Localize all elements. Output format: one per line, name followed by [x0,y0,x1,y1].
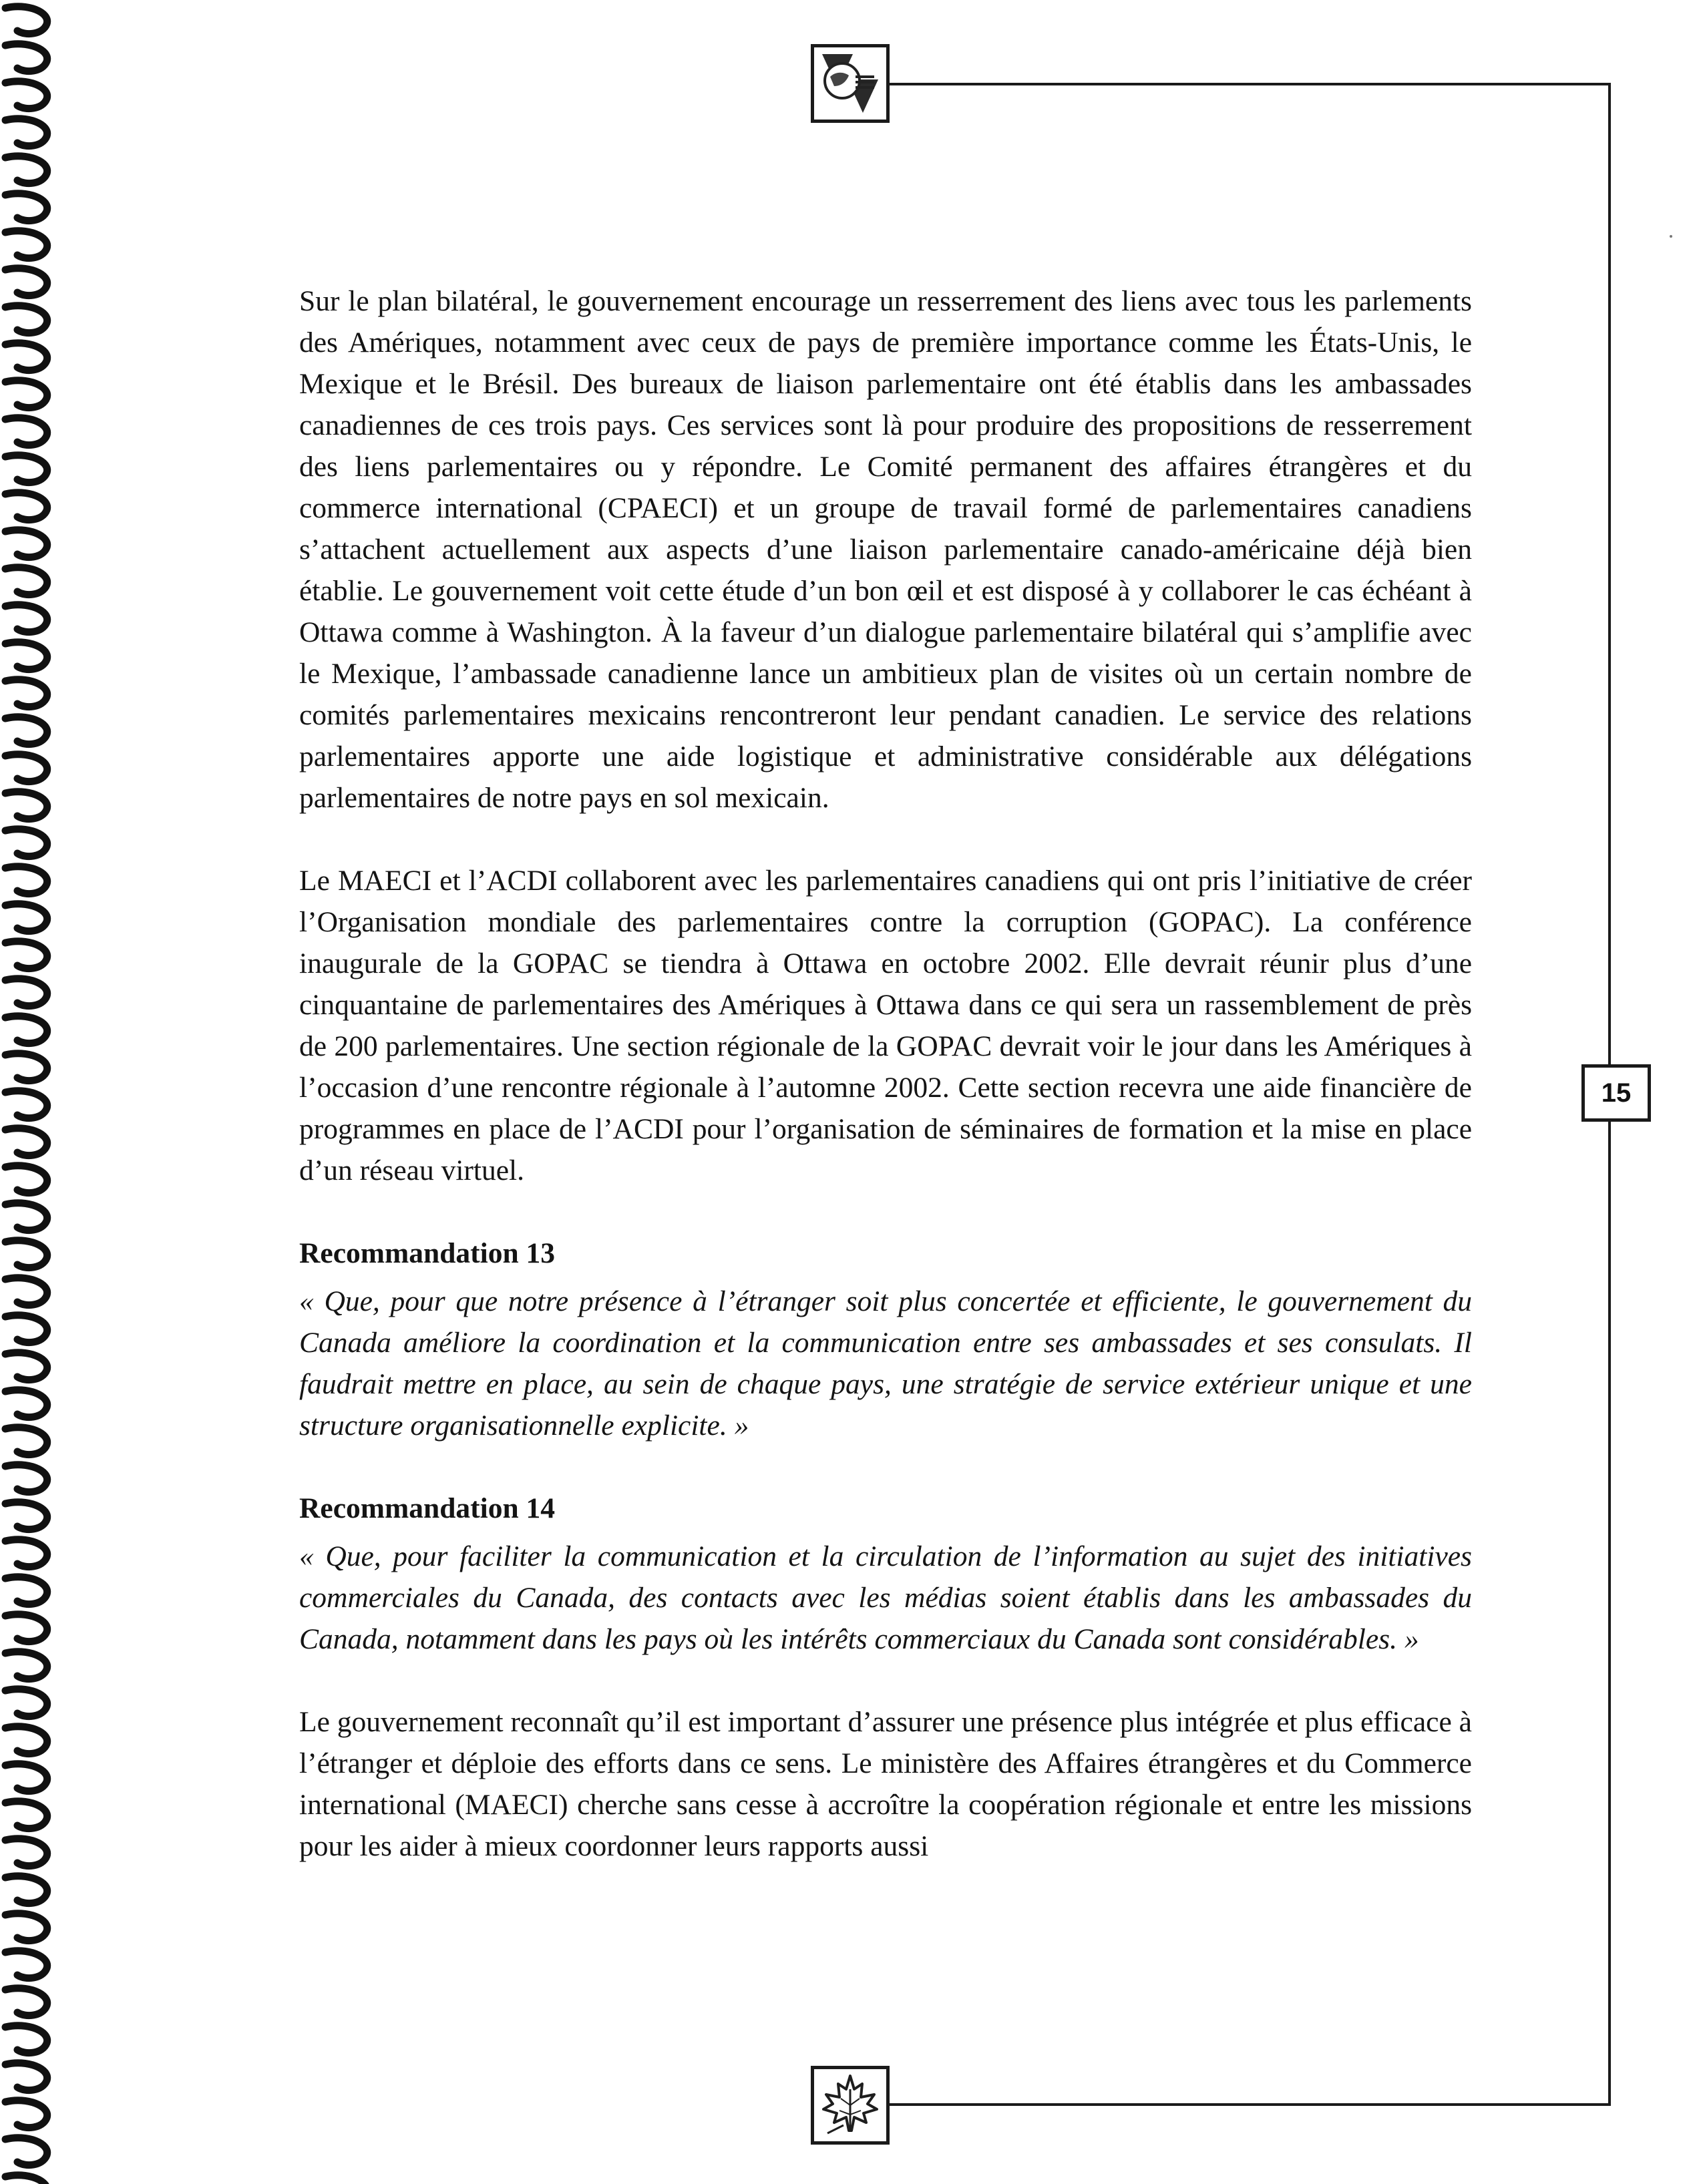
footer-logo-box [811,2066,890,2145]
binding-coil [5,1016,47,1044]
binding-coil [5,717,47,744]
binding-coil [5,1839,47,1866]
binding-coil [5,642,47,670]
binding-coil [5,119,47,146]
header-logo-box [811,44,890,123]
binding-coil [5,231,47,258]
binding-coil [5,1428,47,1455]
page-number-box [1581,1064,1651,1122]
binding-coil [5,418,47,445]
page-content [299,280,1472,1867]
binding-coil [5,1876,47,1904]
binding-coil [5,1577,47,1604]
body-paragraph-2: Le MAECI et l’ACDI collaborent avec les parlementaires canadiens qui ont pris l’initiative de créer l’Organisation mondiale des parlementaires contre la corruption (GOPAC). La conférence inaugurale de la GOPAC se tiendra à Ottawa en octobre 2002. Elle devrait réunir plus d’une cinquantaine de parlementaires des Amériques à Ottawa dans ce qui sera un rassemblement de près de 200 parlementaires. Une section régionale de la GOPAC devrait voir le jour dans les Amériques à l’occasion d’une rencontre régionale à l’automne 2002. Cette section recevra une aide financière de programmes en place de l’ACDI pour l’organisation de séminaires de formation et la mise en place d’un réseau virtuel. [299,865,1472,1186]
binding-coil [5,1353,47,1380]
binding-coil [5,1166,47,1193]
binding-coil [5,1390,47,1417]
binding-coil [5,829,47,857]
binding-coil [5,1764,47,1791]
frame-bottom-line [890,2103,1611,2106]
spiral-binding [0,0,60,2184]
maple-leaf-icon [814,2069,886,2141]
frame-top-line [890,83,1611,85]
binding-coil [5,1203,47,1231]
binding-coil [5,1315,47,1343]
binding-coil [5,1727,47,1754]
body-paragraph-1: Sur le plan bilatéral, le gouvernement encourage un resserrement des liens avec tous les parlements des Amériques, notamment avec ceux de pays de première importance comme les États-Unis, le Mexique et le Brésil. Des bureaux de liaison parlementaire ont été établis dans les ambassades canadiennes de ces trois pays. Ces services sont là pour produire des propositions de resserrement des liens parlementaires ou y répondre. Le Comité permanent des affaires étrangères et du commerce international (CPAECI) et un groupe de travail formé de parlementaires canadiens s’attachent actuellement aux aspects d’une liaison parlementaire canado-américaine déjà bien établie. Le gouvernement voit cette étude d’un bon œil et est disposé à y collaborer le cas échéant à Ottawa comme à Washington. À la faveur d’un dialogue parlementaire bilatéral qui s’amplifie avec le Mexique, l’ambassade canadienne lance un ambitieux plan de visites où un certain nombre de comités parlementaires mexicains rencontreront leur pendant canadien. Le service des relations parlementaires apporte une aide logistique et administrative considérable aux délégations parlementaires de notre pays en sol mexicain. [299,285,1472,814]
binding-coil [5,1689,47,1717]
binding-coil [5,1988,47,2016]
binding-coil [5,2026,47,2053]
recommendation-14-text: « Que, pour faciliter la communication et la circulation de l’information au sujet des initiatives commerciales du Canada, des contacts avec les médias soient établis dans les ambassades du Canada, notamment dans les pays où les intérêts commerciaux du Canada sont considérables. » [299,1540,1472,1655]
page-number: 15 [1601,1078,1632,1108]
binding-coil [5,867,47,894]
binding-coil [5,1502,47,1530]
recommendation-14-heading: Recommandation 14 [299,1492,556,1524]
recommendation-13-text: « Que, pour que notre présence à l’étranger soit plus concertée et efficiente, le gouvernement du Canada améliore la coordination et la communication entre ses ambassades et ses consulats. Il faudrait mettre en place, au sein de chaque pays, une stratégie de service extérieur unique et une structure organisationnelle explicite. » [299,1285,1472,1442]
binding-coil [5,1091,47,1118]
binding-coil [5,2138,47,2165]
binding-coil [5,680,47,707]
binding-coil [5,568,47,595]
binding-coil [5,455,47,483]
binding-coil [5,306,47,333]
scan-speck [1670,235,1672,238]
binding-coil [5,1054,47,1081]
body-paragraph-3: Le gouvernement reconnaît qu’il est important d’assurer une présence plus intégrée et plus efficace à l’étranger et déploie des efforts dans ce sens. Le ministère des Affaires étrangères et du Commerce international (MAECI) cherche sans cesse à accroître la coopération régionale et entre les missions pour les aider à mieux coordonner leurs rapports aussi [299,1706,1472,1862]
binding-coil [5,1465,47,1492]
binding-coil [5,941,47,969]
binding-coil [5,2101,47,2128]
binding-coil [5,1241,47,1268]
binding-coil [5,2175,47,2184]
recommendation-13-heading: Recommandation 13 [299,1237,556,1269]
binding-coil [5,7,47,34]
binding-coil [5,1614,47,1642]
binding-coil [5,1540,47,1567]
binding-coil [5,381,47,408]
binding-coil [5,2063,47,2091]
binding-coil [5,1914,47,1941]
binding-coil [5,1801,47,1829]
binding-coil [5,1128,47,1156]
binding-coil [5,343,47,371]
binding-coil [5,792,47,819]
binding-coil [5,493,47,520]
binding-coil [5,530,47,558]
binding-coil [5,44,47,71]
binding-coil [5,268,47,296]
binding-coil [5,1278,47,1305]
globe-crest-icon [814,47,886,120]
binding-coil [5,1951,47,1978]
binding-coil [5,605,47,632]
binding-coil [5,1652,47,1679]
binding-coil [5,156,47,184]
binding-coil [5,754,47,782]
binding-coil [5,979,47,1006]
binding-coil [5,194,47,221]
binding-coil [5,81,47,109]
binding-coil [5,904,47,931]
